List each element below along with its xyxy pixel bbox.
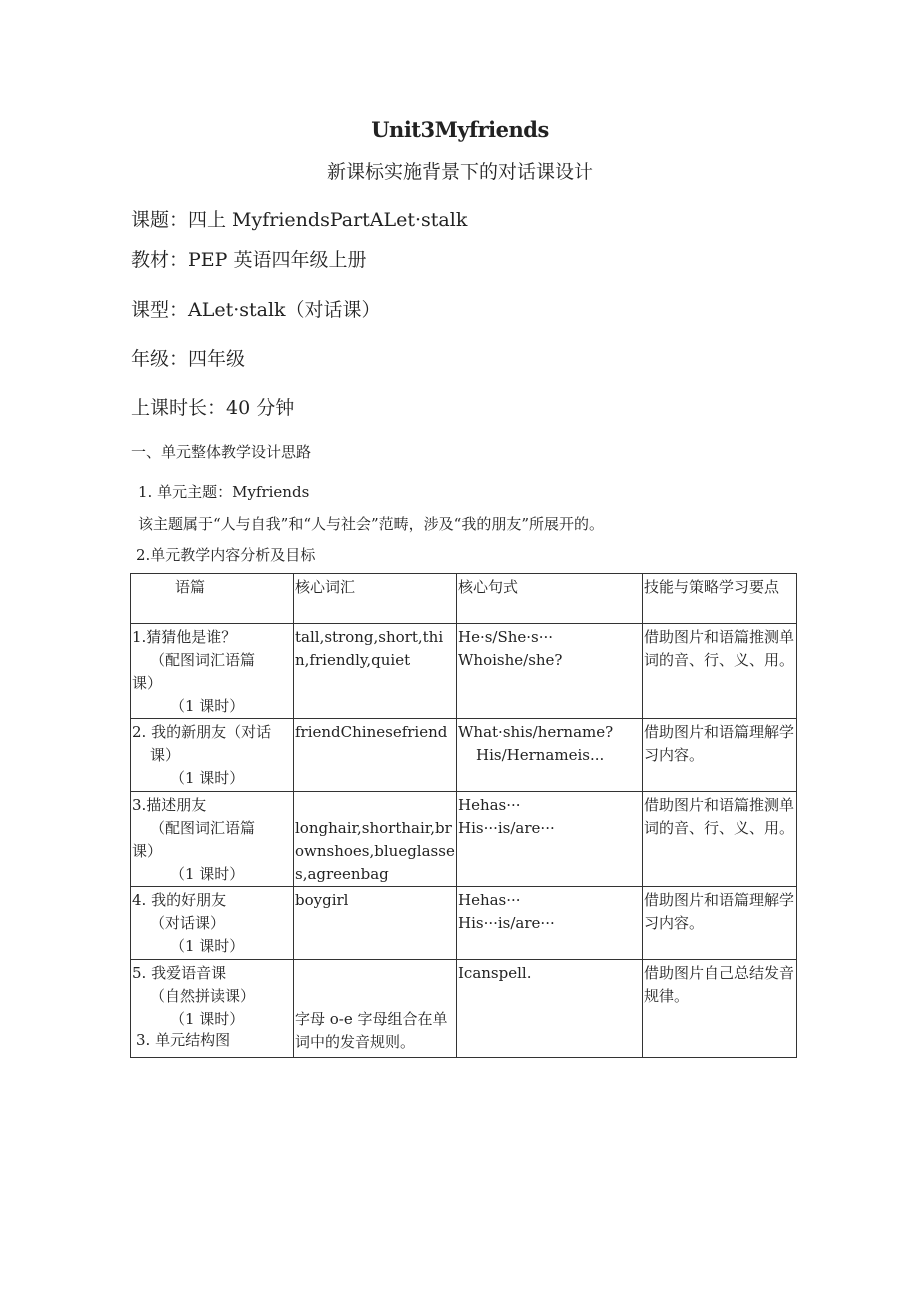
content-analysis-table xyxy=(130,573,797,1058)
skill-cell: 借助图片和语篇推测单词的音、行、义、用。 xyxy=(644,796,795,837)
passage-line: 1.猜猜他是谁？ xyxy=(132,628,237,646)
skill-cell: 借助图片自己总结发音规律。 xyxy=(644,964,795,1005)
unit-theme: 1. 单元主题：Myfriends xyxy=(138,483,310,501)
header-sentence: 核心句式 xyxy=(457,574,643,624)
passage-line: （自然拼读课） xyxy=(150,987,256,1005)
sentence-line: His···is/are··· xyxy=(458,914,555,932)
sentence-line: He·s/She·s··· xyxy=(458,628,554,646)
sentence-line: Hehas··· xyxy=(458,796,521,814)
header-passage: 语篇 xyxy=(131,574,294,624)
vocab-cell: tall,strong,short,thin,friendly,quiet xyxy=(295,628,444,669)
unit-theme-description: 该主题属于“人与自我”和“人与社会”范畴，涉及“我的朋友”所展开的。 xyxy=(138,515,605,533)
vocab-cell: 字母 o-e 字母组合在单词中的发音规则。 xyxy=(295,1010,448,1051)
meta-topic: 课题：四上 MyfriendsPartALet·stalk xyxy=(131,209,468,231)
skill-cell: 借助图片和语篇理解学习内容。 xyxy=(644,891,795,932)
table-row xyxy=(131,960,797,1058)
vocab-cell: longhair,shorthair,brownshoes,blueglasses,agreenbag xyxy=(295,819,455,883)
structure-diagram-heading: 3. 单元结构图 xyxy=(136,1031,231,1049)
passage-line: （1 课时） xyxy=(170,865,245,883)
meta-textbook: 教材：PEP 英语四年级上册 xyxy=(131,249,367,271)
sentence-line: His···is/are··· xyxy=(458,819,555,837)
passage-line: （1 课时） xyxy=(170,769,245,787)
passage-line: （1 课时） xyxy=(170,1010,245,1028)
document-title: Unit3Myfriends xyxy=(371,117,549,142)
passage-line: 2. 我的新朋友（对话 xyxy=(132,723,272,741)
table-row xyxy=(131,887,797,960)
passage-line: （对话课） xyxy=(150,914,226,932)
passage-line: 4. 我的好朋友 xyxy=(132,891,227,909)
content-analysis-heading: 2.单元教学内容分析及目标 xyxy=(136,546,316,564)
sentence-line: Whoishe/she? xyxy=(458,651,563,669)
meta-duration: 上课时长：40 分钟 xyxy=(131,397,295,419)
passage-line: （配图词汇语篇 xyxy=(150,819,256,837)
table-row xyxy=(131,624,797,719)
section-heading: 一、单元整体教学设计思路 xyxy=(131,443,312,461)
header-skill: 技能与策略学习要点 xyxy=(643,574,797,624)
passage-line: （配图词汇语篇 xyxy=(150,651,256,669)
skill-cell: 借助图片和语篇推测单词的音、行、义、用。 xyxy=(644,628,795,669)
table-row xyxy=(131,719,797,792)
passage-line: 课） xyxy=(132,842,163,860)
passage-line: 课） xyxy=(132,674,163,692)
vocab-cell: boygirl xyxy=(295,891,349,909)
sentence-line: Hehas··· xyxy=(458,891,521,909)
passage-line: 课） xyxy=(150,746,181,764)
document-subtitle: 新课标实施背景下的对话课设计 xyxy=(326,161,593,183)
passage-line: （1 课时） xyxy=(170,937,245,955)
sentence-line: Icanspell. xyxy=(458,964,532,982)
sentence-line: His/Hernameis... xyxy=(476,746,605,764)
passage-line: 5. 我爱语音课 xyxy=(132,964,227,982)
skill-cell: 借助图片和语篇理解学习内容。 xyxy=(644,723,795,764)
passage-line: （1 课时） xyxy=(170,697,245,715)
passage-line: 3.描述朋友 xyxy=(132,796,207,814)
meta-lesson-type: 课型：ALet·stalk（对话课） xyxy=(131,299,381,321)
sentence-line: What·shis/hername? xyxy=(458,723,614,741)
vocab-cell: friendChinesefriend xyxy=(295,723,448,741)
table-row xyxy=(131,792,797,887)
table-header-row xyxy=(131,574,797,624)
header-vocab: 核心词汇 xyxy=(294,574,457,624)
meta-grade: 年级：四年级 xyxy=(131,348,246,370)
